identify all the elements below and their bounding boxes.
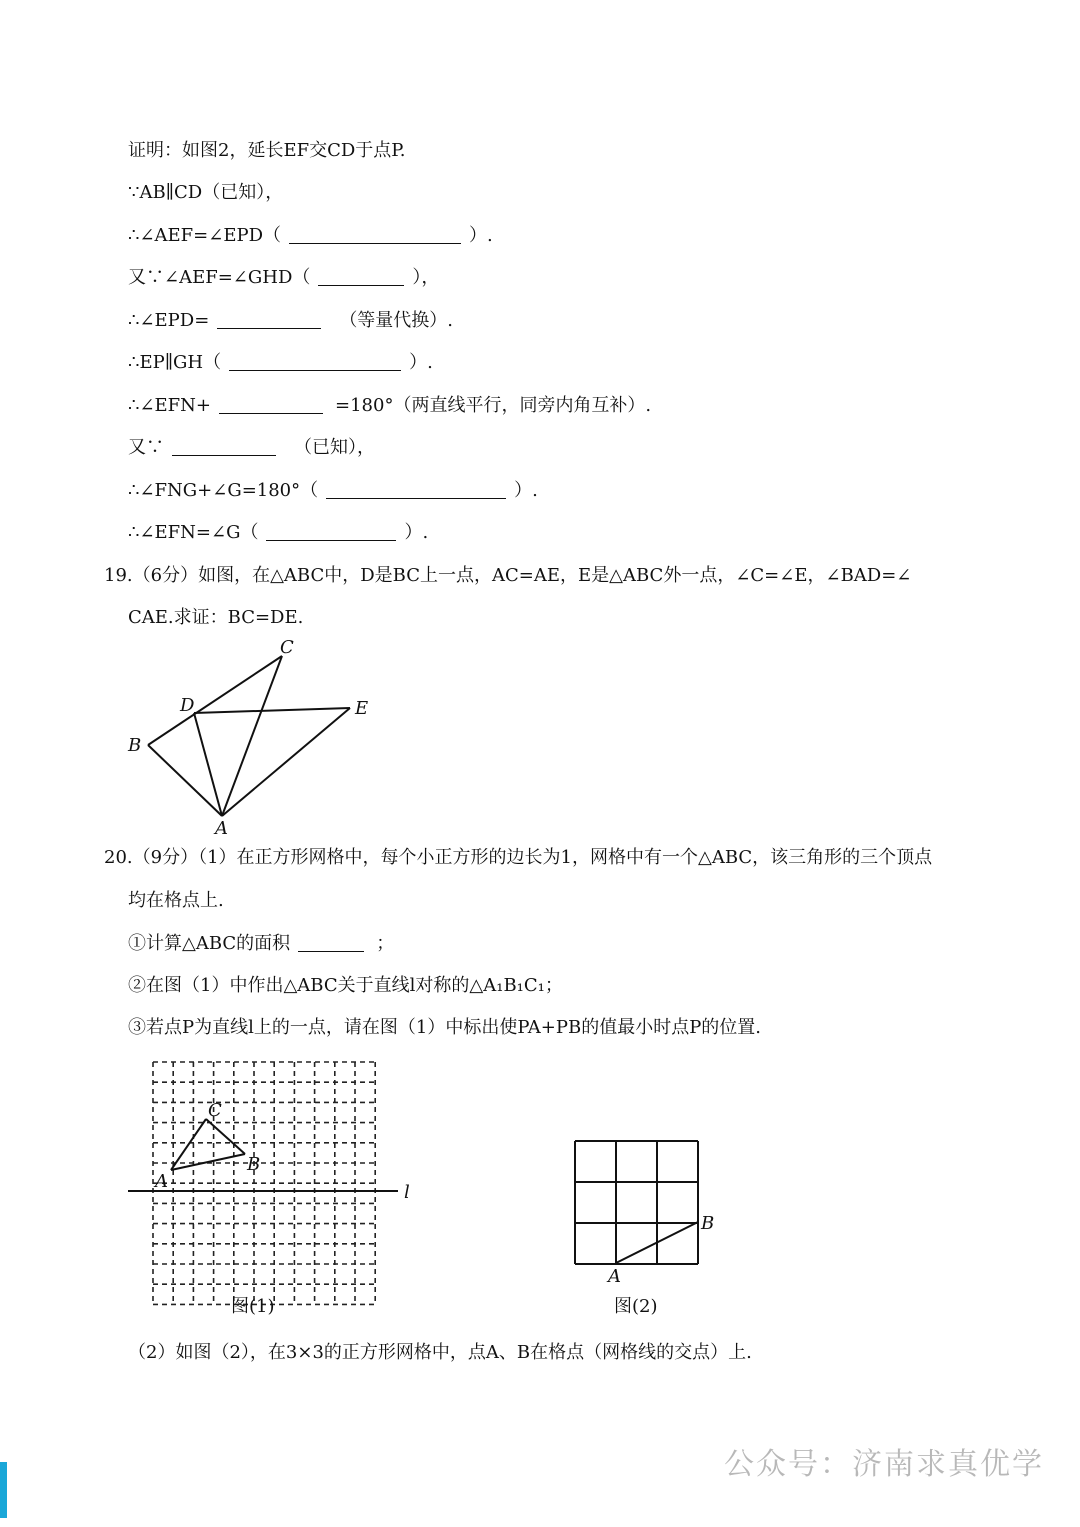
proof-line-6-end: ）. (409, 352, 433, 373)
q20-sub-3: ③若点P为直线l上的一点，请在图（1）中标出使PA+PB的值最小时点P的位置. (128, 1017, 762, 1038)
fig2-label-A: A (608, 1266, 621, 1287)
proof-line-6-text: ∴EP∥GH（ (128, 352, 222, 373)
proof-line-3-end: ）. (469, 225, 493, 246)
fig1-label-A: A (155, 1171, 168, 1192)
label-E: E (355, 698, 369, 719)
label-B: B (128, 735, 142, 756)
proof-line-10-end: ）. (404, 522, 429, 543)
fig1-label-C: C (208, 1100, 222, 1121)
q20-sub-1-text: ①计算△ABC的面积 (128, 933, 291, 954)
proof-line-9-text: ∴∠FNG+∠G=180°（ (128, 480, 319, 501)
proof-line-8-text: 又∵ (128, 437, 164, 458)
q20-line-2: 均在格点上. (128, 890, 224, 911)
q20-part-2: （2）如图（2），在3×3的正方形网格中，点A、B在格点（网格线的交点）上. (128, 1342, 752, 1363)
proof-line-3-text: ∴∠AEF=∠EPD（ (128, 225, 282, 246)
fig1-caption: 图(1) (231, 1296, 275, 1317)
q20-line-1: 20.（9分）（1）在正方形网格中，每个小正方形的边长为1，网格中有一个△ABC，该三角形的三个顶点 (104, 847, 933, 868)
watermark: 公众号：济南求真优学 (724, 1447, 1044, 1482)
proof-line-4-end: ）， (412, 267, 440, 288)
q20-sub-2: ②在图（1）中作出△ABC关于直线l对称的△A₁B₁C₁； (128, 975, 563, 996)
proof-line-5-text: ∴∠EPD= (128, 310, 210, 331)
proof-line-7-text: ∴∠EFN+ (128, 395, 211, 416)
fig1-label-l: l (404, 1182, 410, 1203)
left-accent-bar (0, 1462, 7, 1518)
proof-line-8-end: （已知）， (294, 437, 375, 458)
q19-line-2: CAE.求证：BC=DE. (128, 607, 304, 628)
label-A: A (215, 818, 228, 839)
proof-line-1: 证明：如图2，延长EF交CD于点P. (128, 140, 406, 161)
proof-line-7-end: =180°（两直线平行，同旁内角互补）. (335, 395, 652, 416)
proof-line-9-end: ）. (514, 480, 538, 501)
fig1-label-B: B (247, 1154, 261, 1175)
label-D: D (180, 695, 195, 716)
fig2-label-B: B (701, 1213, 715, 1234)
fig2-caption: 图(2) (614, 1296, 658, 1317)
q20-sub-1-end: ； (376, 933, 395, 954)
proof-line-2: ∵AB∥CD（已知）， (128, 182, 284, 203)
proof-line-10-text: ∴∠EFN=∠G（ (128, 522, 259, 543)
proof-line-4-text: 又∵∠AEF=∠GHD（ (128, 267, 311, 288)
q19-line-1: 19.（6分）如图，在△ABC中，D是BC上一点，AC=AE，E是△ABC外一点，∠C=∠E，∠BAD=∠ (104, 565, 912, 586)
label-C: C (280, 637, 294, 658)
proof-line-5-end: （等量代换）. (339, 310, 454, 331)
